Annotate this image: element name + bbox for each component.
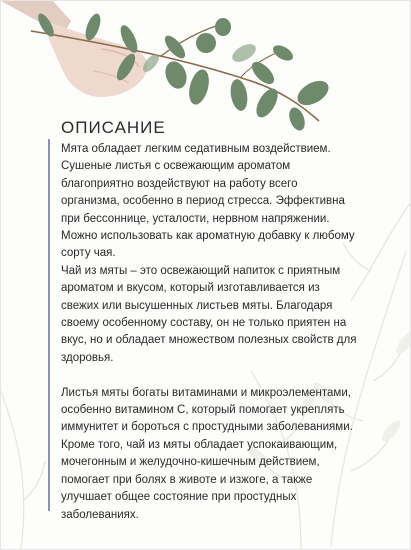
- description-paragraph-1: Мята обладает легким седативным воздействием. Сушеные листья с освежающим ароматом благоприятно воздействуют на работу всего организма, особенно в период стресса. Эффективна при бессоннице, усталости, нервном напряжении. Можно использовать как ароматную добавку к любому сорту чая.: [61, 143, 355, 260]
- description-body: [61, 141, 357, 524]
- section-title: ОПИСАНИЕ: [61, 118, 166, 137]
- description-paragraph-2: Чай из мяты – это освежающий напиток с приятным ароматом и вкусом, который изготавливается из свежих или высушенных листьев мяты. Благодаря своему особенному составу, он не только приятен на вкус, но и обладает множеством полезных свойств для здоровья.: [61, 264, 357, 364]
- accent-bar: [48, 139, 50, 511]
- paragraph-spacer: [61, 367, 357, 384]
- description-paragraph-3: Листья мяты богаты витаминами и микроэлементами, особенно витамином С, который помогает укреплять иммунитет и бороться с простудными заболеваниями. Кроме того, чай из мяты обладает успокаивающим, мочегонным и желудочно-кишечным действием, помогает при болях в животе и изжоге, а также улучшает общее состояние при простудных заболеваниях.: [61, 386, 353, 521]
- hand-holding-eucalyptus-branch-icon: [1, 1, 411, 136]
